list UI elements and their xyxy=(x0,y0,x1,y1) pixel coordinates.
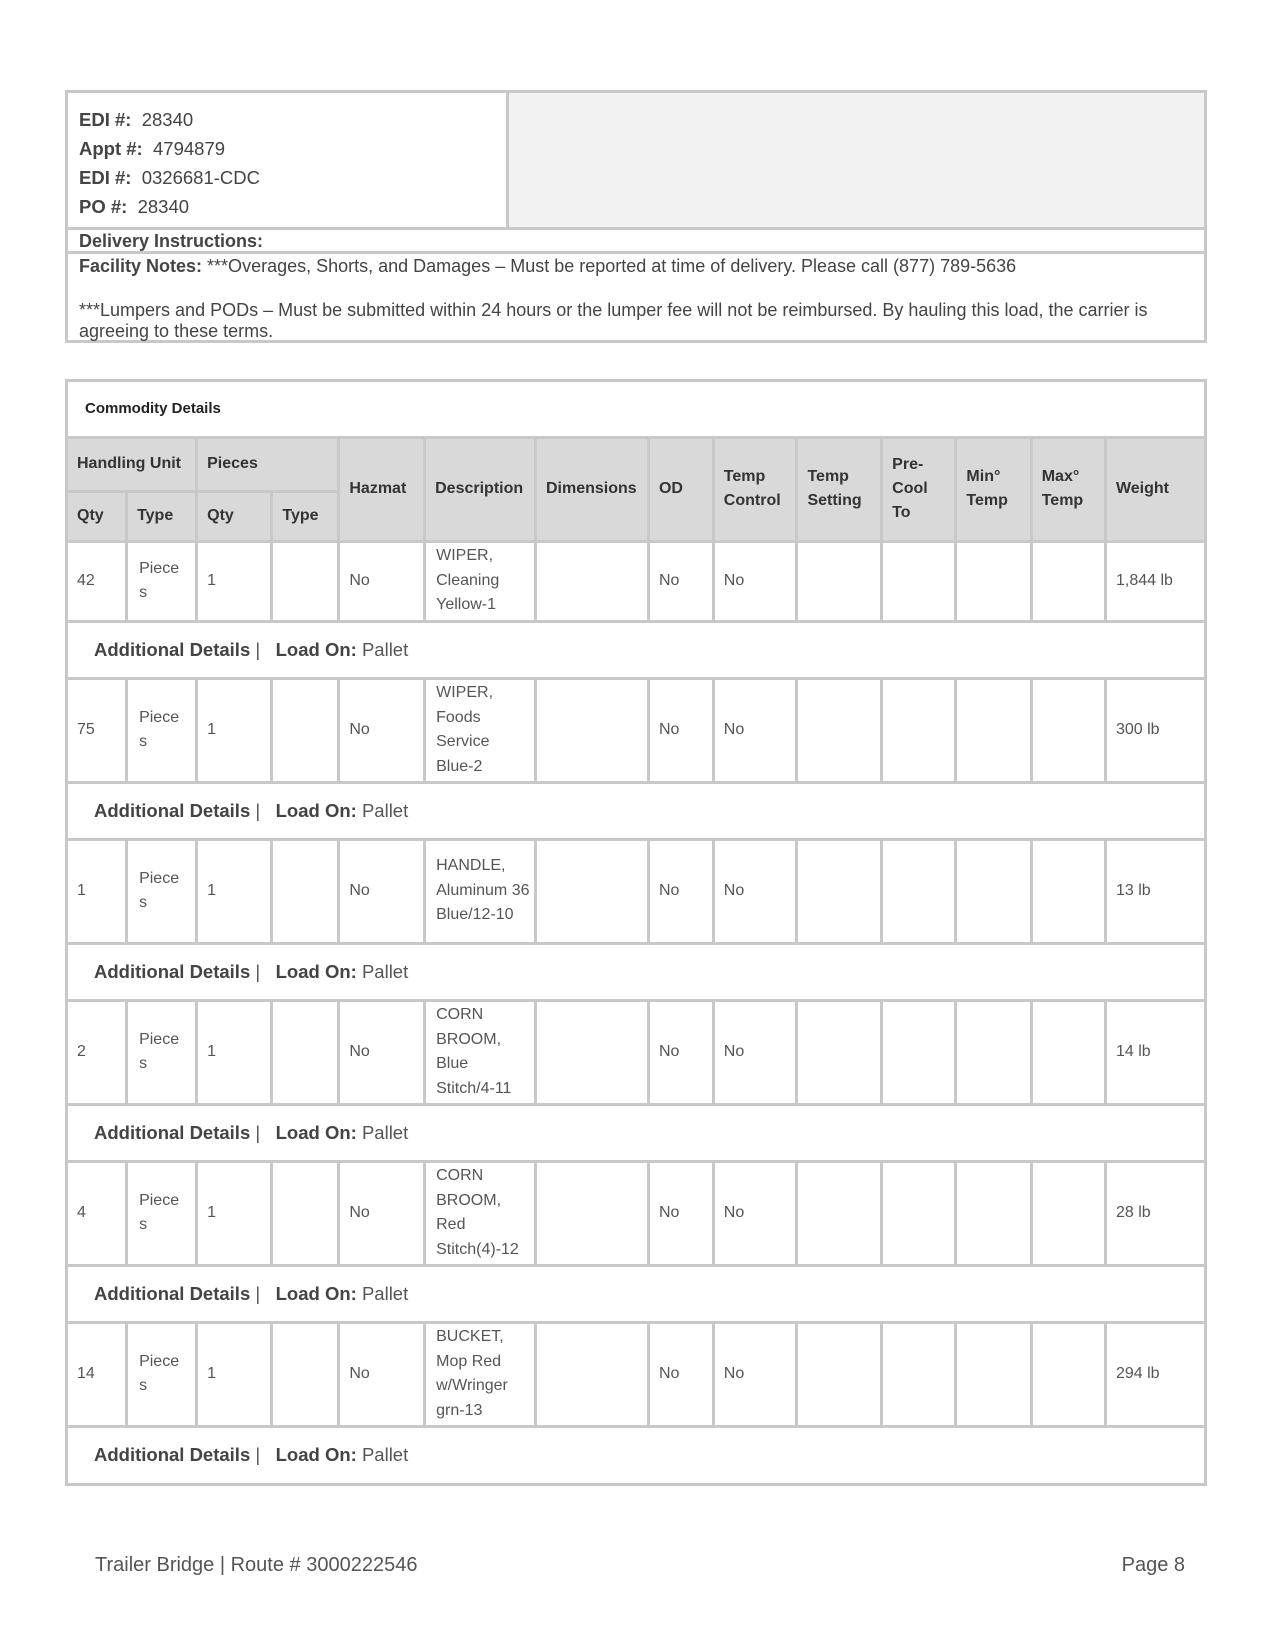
cell-min-temp xyxy=(956,678,1031,782)
load-on-value: Pallet xyxy=(361,799,409,821)
cell-hazmat: No xyxy=(339,1322,425,1426)
commodity-row xyxy=(68,541,1204,621)
additional-details-separator: | xyxy=(255,960,261,982)
cell-type: Pieces xyxy=(127,1322,197,1426)
cell-temp-setting xyxy=(797,1161,882,1265)
cell-dimensions xyxy=(535,1161,648,1265)
weight-header: Weight xyxy=(1105,437,1204,541)
cell-type: Pieces xyxy=(127,1161,197,1265)
po-label: PO #: xyxy=(79,196,128,217)
cell-dimensions xyxy=(535,1322,648,1426)
additional-details-cell xyxy=(68,1426,1204,1483)
cell-pieces-qty: 1 xyxy=(197,541,272,621)
cell-dimensions xyxy=(535,678,648,782)
cell-od: No xyxy=(648,1322,713,1426)
additional-details-cell xyxy=(68,621,1204,678)
cell-pieces-type xyxy=(272,1000,339,1104)
page-number: Page 8 xyxy=(1121,1554,1185,1576)
additional-details-label: Additional Details xyxy=(94,1444,251,1466)
cell-min-temp xyxy=(956,1161,1031,1265)
edi-value: 28340 xyxy=(141,109,194,130)
load-on-value: Pallet xyxy=(361,960,409,982)
pre-cool-header: Pre-Cool To xyxy=(882,437,956,541)
additional-details-row xyxy=(68,1265,1204,1322)
load-info-box xyxy=(65,90,1207,343)
reference-numbers xyxy=(68,93,509,227)
handling-unit-header: Handling Unit xyxy=(68,437,197,491)
cell-pre-cool xyxy=(882,1322,956,1426)
cell-pre-cool xyxy=(882,839,956,943)
cell-temp-control: No xyxy=(713,678,797,782)
cell-od: No xyxy=(648,1161,713,1265)
cell-weight: 28 lb xyxy=(1105,1161,1204,1265)
pieces-qty-header: Qty xyxy=(197,491,272,541)
hazmat-header: Hazmat xyxy=(339,437,425,541)
cell-pieces-type xyxy=(272,1161,339,1265)
additional-details-row xyxy=(68,782,1204,839)
appt-number-line xyxy=(79,134,495,163)
lumper-note: ***Lumpers and PODs – Must be submitted within 24 hours or the lumper fee will not be reimbursed. By hauling this load, the carrier is agreeing to these terms. xyxy=(79,300,1148,341)
additional-details-separator: | xyxy=(255,1444,261,1466)
pieces-header: Pieces xyxy=(197,437,339,491)
load-on-label: Load On: xyxy=(275,1444,357,1466)
cell-max-temp xyxy=(1031,1000,1105,1104)
commodity-title: Commodity Details xyxy=(68,382,1204,437)
cell-max-temp xyxy=(1031,1322,1105,1426)
description-header: Description xyxy=(425,437,536,541)
cell-temp-setting xyxy=(797,541,882,621)
cell-max-temp xyxy=(1031,1161,1105,1265)
cell-min-temp xyxy=(956,1322,1031,1426)
load-on-value: Pallet xyxy=(361,1444,409,1466)
cell-description: CORN BROOM, Blue Stitch/4-11 xyxy=(425,1000,536,1104)
pieces-type-header: Type xyxy=(272,491,339,541)
cell-hazmat: No xyxy=(339,541,425,621)
cell-min-temp xyxy=(956,541,1031,621)
additional-details-cell xyxy=(68,782,1204,839)
max-temp-header: Max° Temp xyxy=(1031,437,1105,541)
temp-control-header: Temp Control xyxy=(713,437,797,541)
cell-type: Pieces xyxy=(127,1000,197,1104)
cell-dimensions xyxy=(535,541,648,621)
cell-description: BUCKET, Mop Red w/Wringer grn-13 xyxy=(425,1322,536,1426)
cell-dimensions xyxy=(535,1000,648,1104)
cell-description: CORN BROOM, Red Stitch(4)-12 xyxy=(425,1161,536,1265)
cell-temp-setting xyxy=(797,839,882,943)
cell-temp-control: No xyxy=(713,1161,797,1265)
load-on-label: Load On: xyxy=(275,1282,357,1304)
cell-qty: 75 xyxy=(68,678,127,782)
additional-details-row xyxy=(68,943,1204,1000)
reference-row xyxy=(68,93,1204,230)
delivery-instructions-label: Delivery Instructions: xyxy=(68,230,1204,254)
cell-max-temp xyxy=(1031,541,1105,621)
additional-details-cell xyxy=(68,943,1204,1000)
po-number-line xyxy=(79,192,495,221)
cell-hazmat: No xyxy=(339,1161,425,1265)
additional-details-cell xyxy=(68,1265,1204,1322)
cell-temp-setting xyxy=(797,1000,882,1104)
cell-type: Pieces xyxy=(127,839,197,943)
facility-notes-text: ***Overages, Shorts, and Damages – Must be reported at time of delivery. Please call (877) 789-5636 xyxy=(207,256,1017,276)
cell-pieces-qty: 1 xyxy=(197,839,272,943)
cell-qty: 4 xyxy=(68,1161,127,1265)
cell-od: No xyxy=(648,678,713,782)
blank-panel xyxy=(509,93,1204,227)
cell-description: HANDLE, Aluminum 36 Blue/12-10 xyxy=(425,839,536,943)
commodity-row xyxy=(68,1000,1204,1104)
cell-pre-cool xyxy=(882,541,956,621)
dimensions-header: Dimensions xyxy=(535,437,648,541)
cell-pre-cool xyxy=(882,678,956,782)
cell-pre-cool xyxy=(882,1000,956,1104)
additional-details-row xyxy=(68,1104,1204,1161)
cell-qty: 1 xyxy=(68,839,127,943)
cell-qty: 14 xyxy=(68,1322,127,1426)
cell-qty: 42 xyxy=(68,541,127,621)
cell-type: Pieces xyxy=(127,541,197,621)
load-on-value: Pallet xyxy=(361,1282,409,1304)
edi-number-line xyxy=(79,105,495,134)
additional-details-row xyxy=(68,1426,1204,1483)
additional-details-separator: | xyxy=(255,638,261,660)
handling-type-header: Type xyxy=(127,491,197,541)
additional-details-label: Additional Details xyxy=(94,638,251,660)
load-on-label: Load On: xyxy=(275,1121,357,1143)
cell-pieces-type xyxy=(272,839,339,943)
cell-pieces-type xyxy=(272,541,339,621)
cell-weight: 14 lb xyxy=(1105,1000,1204,1104)
footer-route: Trailer Bridge | Route # 3000222546 xyxy=(95,1554,418,1576)
edi-label: EDI #: xyxy=(79,109,132,130)
commodity-row xyxy=(68,1161,1204,1265)
cell-weight: 300 lb xyxy=(1105,678,1204,782)
load-on-label: Load On: xyxy=(275,638,357,660)
cell-weight: 13 lb xyxy=(1105,839,1204,943)
edi-number-line-2 xyxy=(79,163,495,192)
cell-min-temp xyxy=(956,839,1031,943)
load-on-value: Pallet xyxy=(361,1121,409,1143)
additional-details-row xyxy=(68,621,1204,678)
load-on-label: Load On: xyxy=(275,960,357,982)
cell-pre-cool xyxy=(882,1161,956,1265)
cell-pieces-qty: 1 xyxy=(197,678,272,782)
edi-label-2: EDI #: xyxy=(79,167,132,188)
cell-pieces-qty: 1 xyxy=(197,1161,272,1265)
additional-details-cell xyxy=(68,1104,1204,1161)
cell-temp-control: No xyxy=(713,1000,797,1104)
cell-description: WIPER, Foods Service Blue-2 xyxy=(425,678,536,782)
load-on-value: Pallet xyxy=(361,638,409,660)
cell-weight: 294 lb xyxy=(1105,1322,1204,1426)
additional-details-label: Additional Details xyxy=(94,1121,251,1143)
cell-od: No xyxy=(648,839,713,943)
facility-notes xyxy=(68,254,1204,342)
facility-notes-label: Facility Notes: xyxy=(79,256,203,276)
appt-value: 4794879 xyxy=(153,138,226,159)
po-value: 28340 xyxy=(137,196,190,217)
appt-label: Appt #: xyxy=(79,138,143,159)
facility-notes-line xyxy=(79,256,1193,277)
cell-temp-control: No xyxy=(713,541,797,621)
additional-details-label: Additional Details xyxy=(94,960,251,982)
load-on-label: Load On: xyxy=(275,799,357,821)
cell-qty: 2 xyxy=(68,1000,127,1104)
cell-hazmat: No xyxy=(339,1000,425,1104)
additional-details-separator: | xyxy=(255,1121,261,1143)
cell-temp-control: No xyxy=(713,839,797,943)
commodity-row xyxy=(68,678,1204,782)
cell-max-temp xyxy=(1031,678,1105,782)
edi-value-2: 0326681-CDC xyxy=(141,167,260,188)
commodity-row xyxy=(68,1322,1204,1426)
cell-od: No xyxy=(648,1000,713,1104)
temp-setting-header: Temp Setting xyxy=(797,437,882,541)
cell-temp-setting xyxy=(797,678,882,782)
additional-details-label: Additional Details xyxy=(94,799,251,821)
cell-pieces-qty: 1 xyxy=(197,1000,272,1104)
cell-weight: 1,844 lb xyxy=(1105,541,1204,621)
commodity-table xyxy=(68,382,1204,1483)
cell-max-temp xyxy=(1031,839,1105,943)
cell-min-temp xyxy=(956,1000,1031,1104)
cell-pieces-type xyxy=(272,678,339,782)
cell-pieces-type xyxy=(272,1322,339,1426)
additional-details-label: Additional Details xyxy=(94,1282,251,1304)
additional-details-separator: | xyxy=(255,799,261,821)
commodity-row xyxy=(68,839,1204,943)
cell-type: Pieces xyxy=(127,678,197,782)
additional-details-separator: | xyxy=(255,1282,261,1304)
commodity-details-box xyxy=(65,379,1207,1486)
od-header: OD xyxy=(648,437,713,541)
cell-description: WIPER, Cleaning Yellow-1 xyxy=(425,541,536,621)
min-temp-header: Min° Temp xyxy=(956,437,1031,541)
cell-temp-setting xyxy=(797,1322,882,1426)
handling-qty-header: Qty xyxy=(68,491,127,541)
cell-pieces-qty: 1 xyxy=(197,1322,272,1426)
cell-hazmat: No xyxy=(339,678,425,782)
cell-temp-control: No xyxy=(713,1322,797,1426)
cell-dimensions xyxy=(535,839,648,943)
cell-hazmat: No xyxy=(339,839,425,943)
cell-od: No xyxy=(648,541,713,621)
